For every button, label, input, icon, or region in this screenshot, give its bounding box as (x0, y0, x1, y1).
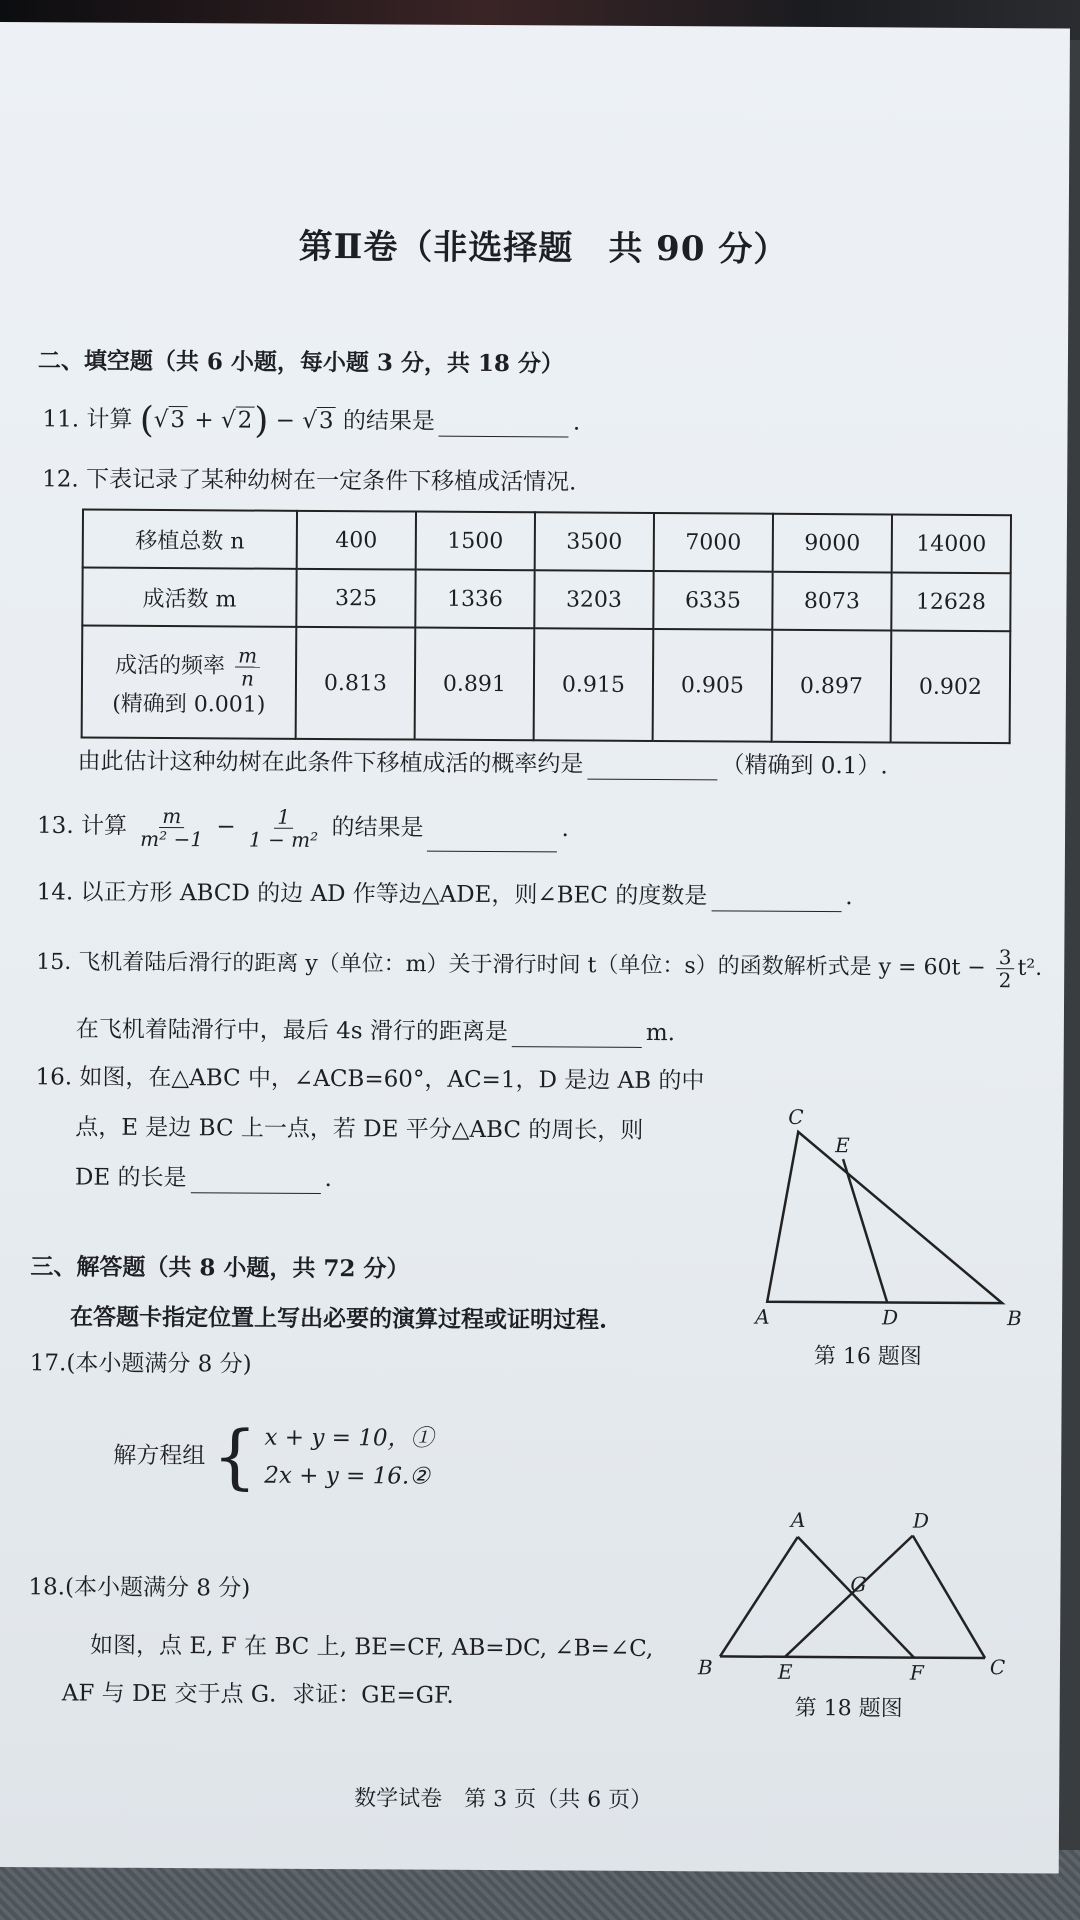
equation-1: x + y = 10，① (264, 1424, 434, 1452)
table-cell: 14000 (892, 514, 1011, 573)
table-cell: 3203 (534, 570, 653, 629)
table-cell: 0.902 (891, 630, 1011, 743)
q11-tail: 的结果是 (342, 408, 435, 435)
q12-text: 下表记录了某种幼树在一定条件下移植成活情况. (86, 466, 577, 496)
q11-expression: (√3 + √2) − √3 (140, 407, 336, 434)
question-number: 18. (28, 1574, 66, 1601)
exam-page (0, 22, 1070, 1874)
page-footer: 数学试卷 第 3 页（共 6 页） (354, 1786, 653, 1814)
q18-line-2: AF 与 DE 交于点 G．求证：GE=GF. (61, 1680, 454, 1709)
table-cell: 0.915 (534, 628, 654, 741)
question-14 (37, 877, 853, 912)
section-3-heading: 三、解答题（共 8 小题，共 72 分） (30, 1253, 410, 1283)
figure-18-caption: 第 18 题图 (794, 1695, 903, 1722)
label-b: B (697, 1655, 713, 1680)
estimate-note: （精确到 0.1）. (721, 752, 888, 780)
question-number: 14. (36, 879, 74, 906)
q12-estimate (77, 746, 887, 781)
q13-tail: 的结果是 (331, 814, 424, 842)
answer-blank (711, 886, 841, 912)
label-e: E (777, 1659, 793, 1684)
q11-end: . (572, 409, 581, 436)
figure-18 (690, 1504, 1021, 1686)
label-a: A (790, 1507, 806, 1532)
label-b: B (1007, 1306, 1022, 1331)
minus-sign: − (216, 813, 236, 840)
fraction-numerator: 1 (274, 806, 293, 829)
label-a: A (755, 1304, 770, 1329)
section-2-heading: 二、填空题（共 6 小题，每小题 3 分，共 18 分） (37, 347, 565, 378)
question-15 (36, 940, 1042, 991)
question-score: (本小题满分 8 分) (66, 1350, 252, 1378)
label-c: C (788, 1104, 804, 1129)
estimate-text: 由此估计这种幼树在此条件下移植成活的概率约是 (77, 748, 584, 778)
answer-blank (190, 1168, 320, 1194)
table-row (83, 510, 1011, 574)
question-number: 11. (42, 406, 80, 433)
page-title: 第Ⅱ卷（非选择题 共 90 分） (298, 226, 789, 270)
q16-end: . (324, 1166, 332, 1193)
question-11 (42, 399, 581, 442)
label-e: E (835, 1133, 850, 1158)
label-f: F (909, 1660, 924, 1685)
question-18 (28, 1572, 250, 1603)
equation-2: 2x + y = 16.② (264, 1462, 430, 1490)
brace-icon: { (212, 1415, 258, 1498)
row-label: 移植总数 n (83, 510, 297, 569)
fraction-numerator: m (159, 805, 184, 828)
precision-label: (精确到 0.001) (112, 691, 266, 718)
table-cell: 0.897 (772, 630, 892, 743)
q13-prefix: 计算 (80, 813, 128, 840)
figure-16-caption: 第 16 题图 (813, 1343, 922, 1370)
segment-ed (785, 1535, 913, 1658)
table-row (82, 568, 1010, 632)
question-16 (35, 1062, 704, 1096)
answer-blank (439, 412, 569, 438)
q14-text: 以正方形 ABCD 的边 AD 作等边△ADE，则∠BEC 的度数是 (80, 879, 708, 910)
label-g: G (850, 1572, 867, 1597)
question-score: (本小题满分 8 分) (64, 1574, 251, 1602)
segment-de (842, 1159, 888, 1302)
table-cell: 12628 (891, 572, 1010, 631)
question-number: 15. (36, 949, 72, 975)
q15-line-2 (76, 1014, 675, 1048)
q15-unit: m. (645, 1019, 676, 1047)
row-label: 成活数 m (82, 568, 296, 627)
answer-blank (587, 755, 717, 781)
table-cell: 3500 (535, 512, 654, 571)
q18-line-1: 如图，点 E, F 在 BC 上, BE=CF, AB=DC, ∠B=∠C, (90, 1632, 654, 1663)
question-17 (30, 1348, 252, 1379)
section-3-note: 在答题卡指定位置上写出必要的演算过程或证明过程. (70, 1303, 608, 1334)
fraction-numerator: m (235, 644, 260, 667)
fraction-denominator: m² −1 (140, 826, 204, 852)
table-cell: 1500 (416, 512, 535, 571)
segment-bc (720, 1656, 985, 1658)
label-d: D (882, 1305, 899, 1330)
row-label (82, 626, 297, 739)
fraction (137, 805, 206, 850)
freq-label: 成活的频率 (114, 652, 226, 679)
label-c: C (989, 1655, 1006, 1680)
fraction-numerator: 3 (996, 946, 1015, 969)
segment-dc (912, 1536, 986, 1658)
table-cell: 400 (297, 511, 416, 570)
q15-text: 在飞机着陆滑行中，最后 4s 滑行的距离是 (75, 1016, 508, 1046)
table-cell: 7000 (654, 513, 773, 572)
table-row (82, 626, 1011, 744)
q15-text: 飞机着陆后滑行的距离 y（单位：m）关于滑行时间 t（单位：s）的函数解析式是 y = 60t − (78, 949, 986, 981)
label-d: D (912, 1508, 929, 1533)
fraction (246, 806, 321, 851)
q17-prefix: 解方程组 (113, 1442, 206, 1470)
q11-prefix: 计算 (86, 406, 133, 433)
q16-text: DE 的长是 (74, 1164, 187, 1192)
fraction (996, 946, 1015, 991)
survival-table (81, 509, 1012, 745)
table-cell: 0.891 (415, 628, 535, 741)
figure-16 (752, 1102, 1023, 1334)
segment-af (797, 1537, 915, 1658)
fraction-denominator: 1 − m² (248, 827, 319, 852)
freq-fraction (235, 644, 260, 689)
q14-end: . (845, 884, 853, 911)
table-cell: 1336 (415, 570, 534, 629)
q16-line-3 (75, 1162, 332, 1194)
equations (264, 1419, 433, 1496)
q15-tail: t². (1017, 955, 1043, 981)
triangle-abc (767, 1132, 1003, 1303)
question-12 (42, 464, 576, 497)
table-cell: 8073 (772, 572, 891, 631)
question-number: 12. (42, 466, 79, 493)
q16-line-2: 点，E 是边 BC 上一点，若 DE 平分△ABC 的周长，则 (75, 1114, 644, 1144)
q16-line-1: 如图，在△ABC 中，∠ACB=60°，AC=1，D 是边 AB 的中 (79, 1064, 705, 1095)
table-cell: 0.905 (653, 629, 773, 742)
table-cell: 325 (296, 569, 415, 628)
answer-blank (512, 1022, 642, 1048)
question-number: 17. (29, 1350, 67, 1377)
q17-system (113, 1415, 434, 1498)
question-number: 13. (37, 812, 74, 839)
table-cell: 0.813 (296, 627, 416, 740)
table-cell: 6335 (653, 571, 772, 630)
fraction-denominator: 2 (998, 968, 1012, 993)
segment-ab (720, 1536, 798, 1656)
question-13 (37, 804, 569, 852)
fraction-denominator: n (240, 665, 255, 691)
answer-blank (427, 827, 557, 853)
q13-end: . (561, 815, 569, 842)
table-cell: 9000 (773, 514, 892, 573)
question-number: 16. (35, 1064, 73, 1091)
